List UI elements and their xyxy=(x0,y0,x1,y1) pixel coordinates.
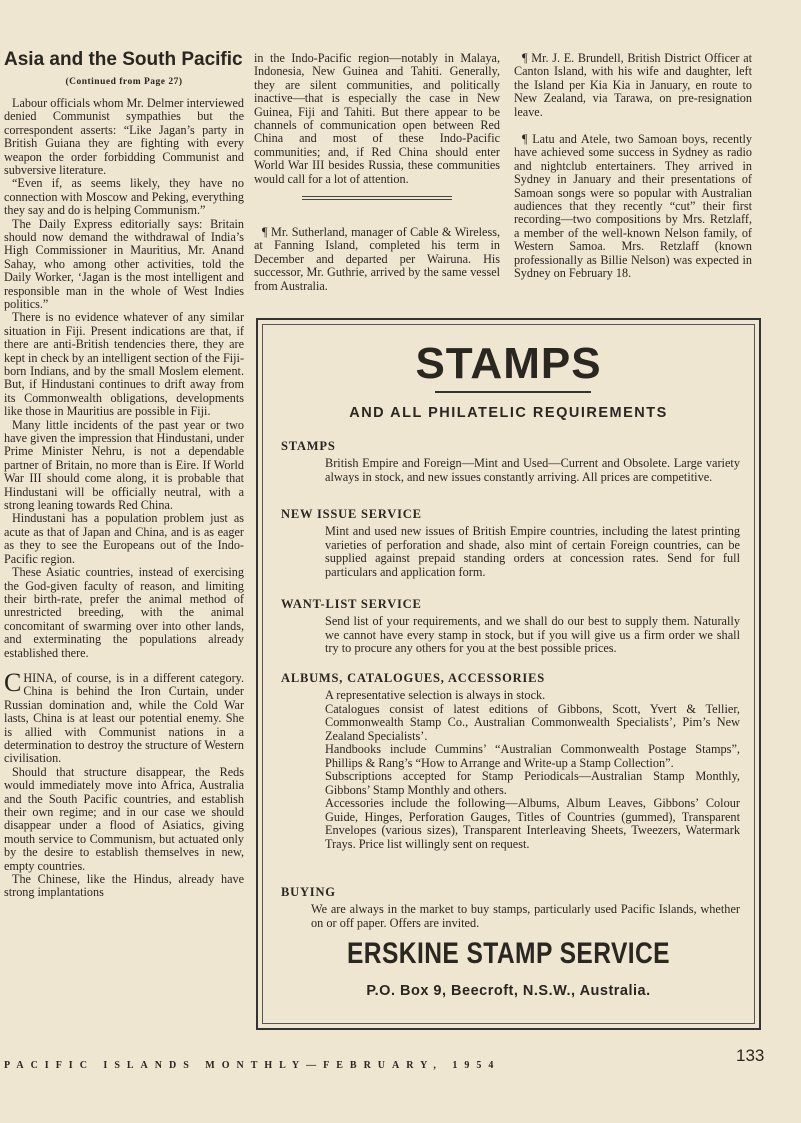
article-paragraph: The Daily Express editorially says: Britain should now demand the withdrawal of India’s High Commissioner in Mauritius, Mr. Anand Sahay, who among other activities, told the Daily Worker, ‘Jagan is the most intelligent and responsible man in the whole of West Indies politics.” xyxy=(4,216,244,311)
section-body: Send list of your requirements, and we shall do our best to supply them. Naturally we cannot have every stamp in stock, but if you will give us a firm order we shall try to procure any others for you at the best possible prices. xyxy=(325,614,740,655)
section-body: Catalogues consist of latest editions of Gibbons, Scott, Yvert & Tellier, Commonwealth Stamp Co., Australian Commonwealth Specialists’, Pim’s New Zealand Specialists’. xyxy=(325,701,740,743)
section-body: A representative selection is always in stock. xyxy=(325,688,546,702)
article-paragraph: Many little incidents of the past year or two have given the impression that Hindustani, under Prime Minister Nehru, is not a dependable partner of Britain, no more than is Eire. If World War III should come along, it is probable that Hindustani will be officially neutral, with a strong leaning towards Red China. xyxy=(4,417,244,513)
article-middle-column xyxy=(254,52,500,293)
section-body: Accessories include the following—Albums, Album Leaves, Gibbons’ Colour Guide, Hinges, Perforation Gauges, Titles of Countries (gummed), Transparent Envelopes (various sizes), Transparent Interleaving Sheets, Tweezers, Watermark Trays. Price list willingly sent on request. xyxy=(325,796,740,851)
section-body: Mint and used new issues of British Empire countries, including the latest printing varieties of perforation and shade, also mint of certain Foreign countries, can be supplied against prepaid standing orders at concession rates. Send for full particulars and application form. xyxy=(325,524,740,579)
news-item: ¶ Latu and Atele, two Samoan boys, recently have achieved some success in Sydney as radio and nightclub entertainers. They arrived in Sydney in January and their presentations of Samoan songs were so popular with Australian audiences that they recently “cut” their first recording—two compositions by Mrs. Retzlaff, a member of the well-known Nelson family, of Western Samoa. Mrs. Retzlaff (known professionally as Billie Nelson) was expected in Sydney on February 18. xyxy=(514,132,752,281)
section-heading: WANT-LIST SERVICE xyxy=(281,597,422,611)
article-paragraph: Hindustani has a population problem just as acute as that of Japan and China, and is as eager as they to see the Europeans out of the Indo-Pacific region. xyxy=(4,511,244,566)
ad-section-stamps xyxy=(281,439,740,484)
continued-note: (Continued from Page 27) xyxy=(65,76,183,87)
section-heading: NEW ISSUE SERVICE xyxy=(281,507,422,521)
section-body: We are always in the market to buy stamps, particularly used Pacific Islands, whether on or off paper. Offers are invited. xyxy=(311,902,740,930)
article-right-column xyxy=(514,52,752,281)
page-number: 133 xyxy=(736,1046,765,1065)
section-heading: STAMPS xyxy=(281,439,336,453)
section-body: British Empire and Foreign—Mint and Used—Current and Obsolete. Large variety always in stock, and new issues constantly arriving. All prices are competitive. xyxy=(325,456,740,484)
news-item: ¶ Mr. Sutherland, manager of Cable & Wireless, at Fanning Island, completed his term in December and departed per Wairuna. His successor, Mr. Guthrie, arrived by the same vessel from Australia. xyxy=(254,225,500,293)
ad-section-albums xyxy=(281,671,740,851)
stamp-advertisement xyxy=(256,318,761,1030)
section-body: Handbooks include Cummins’ “Australian Commonwealth Postage Stamps”, Phillips & Rang’s “How to Arrange and Write-up a Stamp Collection”. xyxy=(325,742,740,770)
ad-inner-border xyxy=(262,324,755,1024)
article-paragraph: Should that structure disappear, the Reds would immediately move into Africa, Australia and the South Pacific countries, and establish their own regime; and in our case we should disappear under a flood of Asiatics, giving mouth service to Communism, but actuated only by the desire to establish themselves in new, empty countries. xyxy=(4,764,244,873)
article-paragraph: These Asiatic countries, instead of exercising the God-given faculty of reason, and limiting their birth-rate, prefer the animal method of unrestricted breeding, with the animal concomitant of swarming over into other lands, and exterminating the populations already established there. xyxy=(4,565,244,660)
ad-section-want-list xyxy=(281,597,740,656)
ad-address: P.O. Box 9, Beecroft, N.S.W., Australia. xyxy=(366,983,651,999)
ad-section-buying xyxy=(281,885,740,930)
article-paragraph: in the Indo-Pacific region—notably in Malaya, Indonesia, New Guinea and Tahiti. Generally, they are silent communities, and politically inactive—that is especially the case in New Guinea, Fiji and Tahiti. But there appear to be channels of communication open between Red China and most of these Indo-Pacific communities; and, if Red China should enter World War III besides Russia, these communities would call for a lot of attention. xyxy=(254,51,500,186)
article-title: Asia and the South Pacific xyxy=(4,49,243,70)
section-heading: ALBUMS, CATALOGUES, ACCESSORIES xyxy=(281,671,545,685)
section-body: Subscriptions accepted for Stamp Periodicals—Australian Stamp Monthly, Gibbons’ Stamp Monthly and others. xyxy=(325,769,740,797)
divider xyxy=(302,196,452,200)
article-paragraph: Labour officials whom Mr. Delmer interviewed denied Communist sympathies but the correspondent asserts: “Like Jagan’s party in British Guiana they are fighting with every weapon the order forbidding Communist and subversive literature. xyxy=(4,95,244,177)
article-left-column xyxy=(4,50,244,900)
ad-section-new-issue xyxy=(281,507,740,579)
ad-brand: ERSKINE STAMP SERVICE xyxy=(346,937,671,970)
ad-title: STAMPS xyxy=(415,339,602,388)
ad-title-rule xyxy=(435,391,591,393)
article-paragraph: “Even if, as seems likely, they have no connection with Moscow and Peking, everything they say and do is helping Communism.” xyxy=(4,176,244,218)
article-paragraph: CHINA, of course, is in a different category. China is behind the Iron Curtain, under Russian domination and, while the Cold War lasts, China is at least our potential enemy. She is allied with Communist nations in a determination to destroy the structure of Western civilisation. xyxy=(4,667,244,766)
footer-running-title: PACIFIC ISLANDS MONTHLY—FEBRUARY, 1954 xyxy=(4,1060,501,1071)
article-paragraph: There is no evidence whatever of any similar situation in Fiji. Present indications are that, if there are anti-British tendencies there, they are kept in check by an intelligent section of the Fiji-born Indians, and by the small Moslem element. But, if Hindustani continues to drift away from its Commonwealth obligations, developments like those in Mauritius are possible in Fiji. xyxy=(4,310,244,419)
news-item: ¶ Mr. J. E. Brundell, British District Officer at Canton Island, with his wife and daughter, left the Island per Kia Kia in January, en route to New Zealand, via Tarawa, on pre-resignation leave. xyxy=(514,51,752,119)
section-heading: BUYING xyxy=(281,885,336,899)
ad-subtitle: AND ALL PHILATELIC REQUIREMENTS xyxy=(349,405,668,421)
article-paragraph: The Chinese, like the Hindus, already have strong implantations xyxy=(4,872,244,900)
